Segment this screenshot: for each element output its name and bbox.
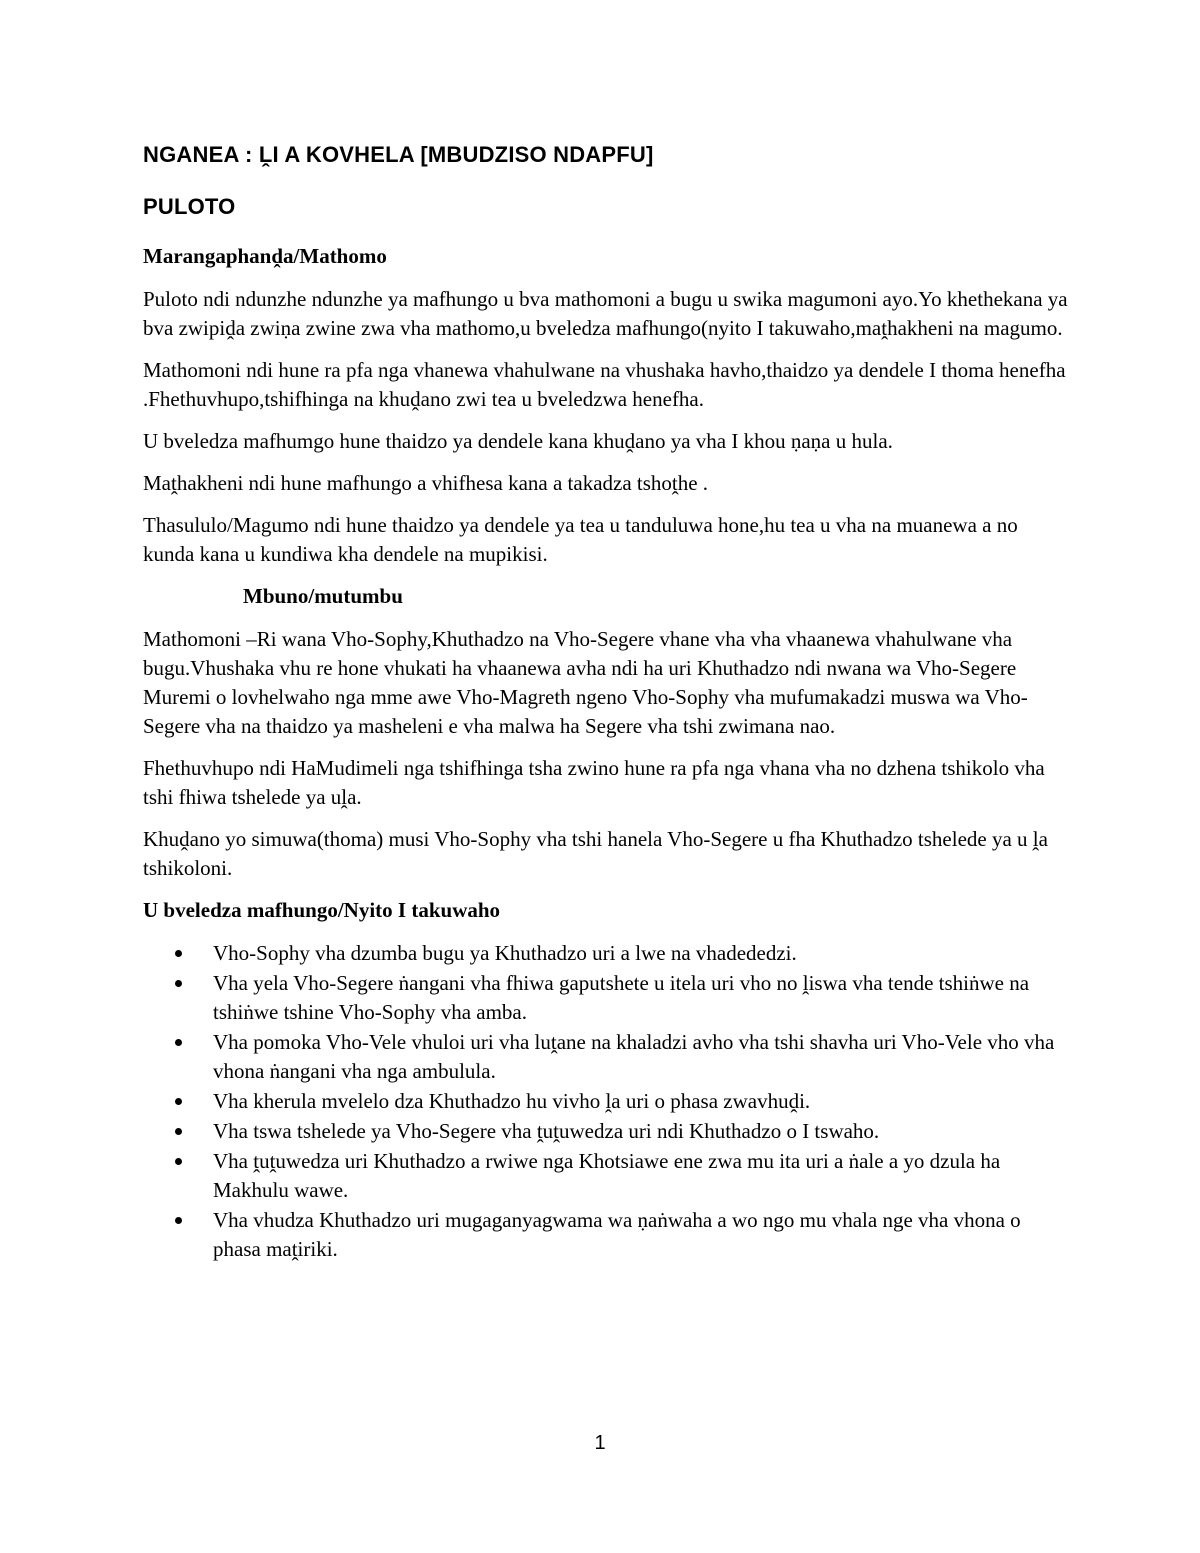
list-item-text: Vho-Sophy vha dzumba bugu ya Khuthadzo uri a lwe na vhadededzi. [213, 941, 797, 965]
bullet-icon [175, 1217, 182, 1224]
paragraph: U bveledza mafhumgo hune thaidzo ya dendele kana khuḓano ya vha I khou ṇaṇa u hula. [143, 429, 893, 453]
paragraph: Mathomoni ndi hune ra pfa nga vhanewa vhahulwane na vhushaka havho,thaidzo ya dendele I thoma henefha .Fhethuvhupo,tshifhinga na khuḓano zwi tea u bveledzwa henefha. [143, 358, 1066, 411]
paragraph: Puloto ndi ndunzhe ndunzhe ya mafhungo u bva mathomoni a bugu u swika magumoni ayo.Yo khethekana ya bva zwipiḓa zwiṇa zwine zwa vha mathomo,u bveledza mafhungo(nyito I takuwaho,maṱhakheni na magumo. [143, 287, 1068, 340]
bullet-icon [175, 1158, 182, 1165]
paragraph: Thasululo/Magumo ndi hune thaidzo ya dendele ya tea u tanduluwa hone,hu tea u vha na muanewa a no kunda kana u kundiwa kha dendele na mupikisi. [143, 513, 1018, 566]
list-item [143, 1147, 1073, 1205]
list-item-text: Vha kherula mvelelo dza Khuthadzo hu vivho ḽa uri o phasa zwavhuḓi. [213, 1089, 811, 1113]
list-item [143, 1028, 1073, 1086]
document-title: NGANEA : ḼI A KOVHELA [MBUDZISO NDAPFU] [143, 142, 654, 167]
list-item [143, 1117, 1073, 1146]
paragraph: Mathomoni –Ri wana Vho-Sophy,Khuthadzo na Vho-Segere vhane vha vha vhaanewa vhahulwane vha bugu.Vhushaka vhu re hone vhukati ha vhaanewa avha ndi ha uri Khuthadzo ndi nwana wa Vho-Segere Muremi o lovhelwaho nga mme awe Vho-Magreth ngeno Vho-Sophy vha mufumakadzi muswa wa Vho-Segere vha na thaidzo ya masheleni e vha malwa ha Segere vha tshi zwimana nao. [143, 627, 1028, 738]
page-number: 1 [594, 1432, 606, 1454]
list-item [143, 1206, 1073, 1264]
document-subtitle: PULOTO [143, 194, 236, 219]
list-item [143, 1087, 1073, 1116]
list-item-text: Vha vhudza Khuthadzo uri mugaganyagwama wa ṇaṅwaha a wo ngo mu vhala nge vha vhona o phasa maṱiriki. [213, 1208, 1021, 1261]
bullet-icon [175, 950, 182, 957]
document-content [143, 140, 1073, 1265]
section-heading-mbuno: Mbuno/mutumbu [243, 584, 403, 608]
bullet-list [143, 939, 1073, 1264]
section-heading-bveledza: U bveledza mafhungo/Nyito I takuwaho [143, 898, 501, 922]
paragraph: Maṱhakheni ndi hune mafhungo a vhifhesa kana a takadza tshoṱhe . [143, 471, 709, 495]
list-item [143, 969, 1073, 1027]
list-item-text: Vha ṱuṱuwedza uri Khuthadzo a rwiwe nga Khotsiawe ene zwa mu ita uri a ṅale a yo dzula ha Makhulu wawe. [213, 1149, 1001, 1202]
bullet-icon [175, 1039, 182, 1046]
bullet-icon [175, 980, 182, 987]
paragraph: Fhethuvhupo ndi HaMudimeli nga tshifhinga tsha zwino hune ra pfa nga vhana vha no dzhena tshikolo vha tshi fhiwa tshelede ya uḽa. [143, 756, 1045, 809]
section-heading-mathomo: Marangaphanḓa/Mathomo [143, 244, 387, 268]
list-item-text: Vha pomoka Vho-Vele vhuloi uri vha luṱane na khaladzi avho vha tshi shavha uri Vho-Vele vho vha vhona ṅangani vha nga ambulula. [213, 1030, 1055, 1083]
bullet-icon [175, 1128, 182, 1135]
list-item-text: Vha tswa tshelede ya Vho-Segere vha ṱuṱuwedza uri ndi Khuthadzo o I tswaho. [213, 1119, 880, 1143]
bullet-icon [175, 1098, 182, 1105]
list-item-text: Vha yela Vho-Segere ṅangani vha fhiwa gaputshete u itela uri vho no ḽiswa vha tende tshiṅwe na tshiṅwe tshine Vho-Sophy vha amba. [213, 971, 1030, 1024]
list-item [143, 939, 1073, 968]
paragraph: Khuḓano yo simuwa(thoma) musi Vho-Sophy vha tshi hanela Vho-Segere u fha Khuthadzo tshelede ya u ḽa tshikoloni. [143, 827, 1048, 880]
